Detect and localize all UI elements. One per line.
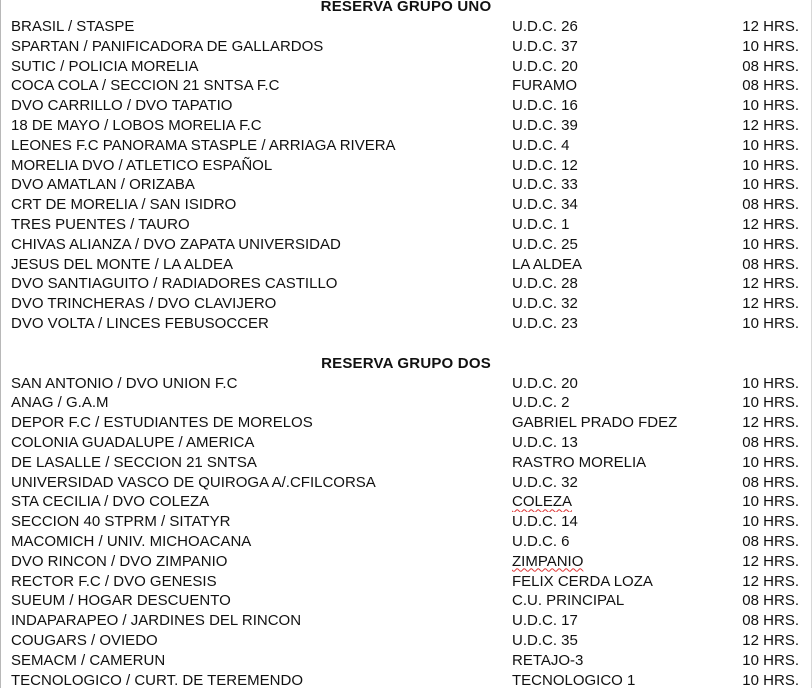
fixture-time: 10 HRS.	[712, 136, 801, 156]
fixture-time: 08 HRS.	[712, 195, 801, 215]
fixture-time: 12 HRS.	[712, 572, 801, 592]
fixture-venue: U.D.C. 39	[512, 117, 578, 134]
fixture-venue-cell	[512, 195, 712, 215]
fixture-match: UNIVERSIDAD VASCO DE QUIROGA A/.CFILCORSA	[11, 473, 512, 493]
fixture-venue: U.D.C. 17	[512, 612, 578, 629]
fixture-row	[11, 235, 801, 255]
fixture-match: STA CECILIA / DVO COLEZA	[11, 492, 512, 512]
fixture-match: DE LASALLE / SECCION 21 SNTSA	[11, 453, 512, 473]
fixture-venue: RETAJO-3	[512, 652, 583, 669]
fixture-time: 12 HRS.	[712, 552, 801, 572]
fixture-match: DVO TRINCHERAS / DVO CLAVIJERO	[11, 294, 512, 314]
fixture-venue-cell	[512, 57, 712, 77]
fixture-venue: U.D.C. 2	[512, 394, 570, 411]
fixture-row	[11, 255, 801, 275]
fixture-time: 10 HRS.	[712, 393, 801, 413]
fixture-time: 08 HRS.	[712, 611, 801, 631]
fixture-venue-cell	[512, 374, 712, 394]
fixture-time: 12 HRS.	[712, 294, 801, 314]
fixture-row	[11, 611, 801, 631]
fixture-match: ANAG / G.A.M	[11, 393, 512, 413]
fixture-venue-cell	[512, 274, 712, 294]
group-title: RESERVA GRUPO UNO	[11, 0, 801, 17]
fixture-venue: U.D.C. 6	[512, 533, 570, 550]
fixture-row	[11, 532, 801, 552]
fixture-row	[11, 512, 801, 532]
fixture-time: 10 HRS.	[712, 453, 801, 473]
fixture-venue-cell	[512, 116, 712, 136]
fixture-match: DVO CARRILLO / DVO TAPATIO	[11, 96, 512, 116]
fixture-row	[11, 17, 801, 37]
fixture-match: RECTOR F.C / DVO GENESIS	[11, 572, 512, 592]
fixture-row	[11, 552, 801, 572]
fixture-match: DVO AMATLAN / ORIZABA	[11, 175, 512, 195]
fixture-venue-cell	[512, 591, 712, 611]
fixture-venue: U.D.C. 14	[512, 513, 578, 530]
fixture-row	[11, 57, 801, 77]
fixture-row	[11, 215, 801, 235]
fixture-match: LEONES F.C PANORAMA STASPLE / ARRIAGA RIVERA	[11, 136, 512, 156]
fixture-sheet	[11, 0, 801, 690]
fixture-venue: COLEZA	[512, 493, 572, 510]
fixture-venue-cell	[512, 512, 712, 532]
fixture-row	[11, 651, 801, 671]
fixture-venue: U.D.C. 4	[512, 137, 570, 154]
fixture-time: 08 HRS.	[712, 76, 801, 96]
fixture-match: TRES PUENTES / TAURO	[11, 215, 512, 235]
fixture-venue-cell	[512, 433, 712, 453]
fixture-venue-cell	[512, 473, 712, 493]
fixture-match: MORELIA DVO / ATLETICO ESPAÑOL	[11, 156, 512, 176]
fixture-venue-cell	[512, 235, 712, 255]
fixture-match: CRT DE MORELIA / SAN ISIDRO	[11, 195, 512, 215]
fixture-time: 10 HRS.	[712, 156, 801, 176]
fixture-match: INDAPARAPEO / JARDINES DEL RINCON	[11, 611, 512, 631]
fixture-venue: U.D.C. 34	[512, 196, 578, 213]
fixture-venue: U.D.C. 32	[512, 474, 578, 491]
fixture-venue-cell	[512, 453, 712, 473]
fixture-venue: U.D.C. 37	[512, 38, 578, 55]
fixture-venue: FELIX CERDA LOZA	[512, 573, 653, 590]
fixture-venue: U.D.C. 35	[512, 632, 578, 649]
fixture-match: COUGARS / OVIEDO	[11, 631, 512, 651]
fixture-row	[11, 393, 801, 413]
fixture-match: TECNOLOGICO / CURT. DE TEREMENDO	[11, 671, 512, 690]
fixture-venue-cell	[512, 175, 712, 195]
fixture-row	[11, 453, 801, 473]
fixture-time: 10 HRS.	[712, 175, 801, 195]
fixture-match: JESUS DEL MONTE / LA ALDEA	[11, 255, 512, 275]
fixture-time: 12 HRS.	[712, 631, 801, 651]
fixture-venue-cell	[512, 156, 712, 176]
fixture-venue-cell	[512, 37, 712, 57]
fixture-match: DVO SANTIAGUITO / RADIADORES CASTILLO	[11, 274, 512, 294]
fixture-venue-cell	[512, 492, 712, 512]
fixture-venue-cell	[512, 96, 712, 116]
fixture-venue: U.D.C. 20	[512, 58, 578, 75]
fixture-time: 10 HRS.	[712, 96, 801, 116]
fixture-time: 10 HRS.	[712, 314, 801, 334]
fixture-time: 10 HRS.	[712, 651, 801, 671]
fixture-venue: RASTRO MORELIA	[512, 454, 646, 471]
fixture-venue-cell	[512, 552, 712, 572]
fixture-match: BRASIL / STASPE	[11, 17, 512, 37]
fixture-venue: U.D.C. 32	[512, 295, 578, 312]
fixture-venue-cell	[512, 671, 712, 690]
fixture-venue: ZIMPANIO	[512, 553, 583, 570]
fixture-venue: LA ALDEA	[512, 256, 582, 273]
fixture-venue-cell	[512, 572, 712, 592]
fixture-time: 08 HRS.	[712, 473, 801, 493]
fixture-match: COCA COLA / SECCION 21 SNTSA F.C	[11, 76, 512, 96]
fixture-venue: U.D.C. 12	[512, 157, 578, 174]
fixture-match: 18 DE MAYO / LOBOS MORELIA F.C	[11, 116, 512, 136]
fixture-time: 10 HRS.	[712, 512, 801, 532]
fixture-time: 08 HRS.	[712, 57, 801, 77]
fixture-venue-cell	[512, 255, 712, 275]
fixture-venue: U.D.C. 13	[512, 434, 578, 451]
fixture-row	[11, 433, 801, 453]
fixture-match: MACOMICH / UNIV. MICHOACANA	[11, 532, 512, 552]
fixture-row	[11, 572, 801, 592]
fixture-match: SECCION 40 STPRM / SITATYR	[11, 512, 512, 532]
fixture-row	[11, 37, 801, 57]
fixture-venue: TECNOLOGICO 1	[512, 672, 635, 689]
fixture-venue-cell	[512, 314, 712, 334]
fixture-venue: U.D.C. 25	[512, 236, 578, 253]
fixture-row	[11, 96, 801, 116]
fixture-match: DVO VOLTA / LINCES FEBUSOCCER	[11, 314, 512, 334]
fixture-row	[11, 136, 801, 156]
fixture-venue-cell	[512, 611, 712, 631]
fixture-venue-cell	[512, 631, 712, 651]
fixture-venue: U.D.C. 16	[512, 97, 578, 114]
fixture-match: COLONIA GUADALUPE / AMERICA	[11, 433, 512, 453]
fixture-venue: FURAMO	[512, 77, 577, 94]
fixture-venue: U.D.C. 1	[512, 216, 570, 233]
fixture-match: CHIVAS ALIANZA / DVO ZAPATA UNIVERSIDAD	[11, 235, 512, 255]
fixture-row	[11, 175, 801, 195]
fixture-venue: C.U. PRINCIPAL	[512, 592, 624, 609]
fixture-time: 08 HRS.	[712, 591, 801, 611]
fixture-venue-cell	[512, 17, 712, 37]
fixture-venue-cell	[512, 393, 712, 413]
fixture-time: 10 HRS.	[712, 671, 801, 690]
fixture-row	[11, 274, 801, 294]
fixture-venue: GABRIEL PRADO FDEZ	[512, 414, 677, 431]
fixture-row	[11, 314, 801, 334]
fixture-match: SAN ANTONIO / DVO UNION F.C	[11, 374, 512, 394]
fixture-venue: U.D.C. 23	[512, 315, 578, 332]
fixture-row	[11, 413, 801, 433]
fixture-row	[11, 631, 801, 651]
fixture-time: 10 HRS.	[712, 235, 801, 255]
fixture-time: 10 HRS.	[712, 492, 801, 512]
fixture-time: 08 HRS.	[712, 433, 801, 453]
fixture-venue: U.D.C. 20	[512, 375, 578, 392]
fixture-time: 08 HRS.	[712, 255, 801, 275]
fixture-time: 12 HRS.	[712, 274, 801, 294]
fixture-row	[11, 76, 801, 96]
fixture-match: DVO RINCON / DVO ZIMPANIO	[11, 552, 512, 572]
fixture-row	[11, 116, 801, 136]
fixture-row	[11, 195, 801, 215]
group-spacer	[11, 334, 801, 354]
fixture-time: 12 HRS.	[712, 17, 801, 37]
fixture-match: SEMACM / CAMERUN	[11, 651, 512, 671]
fixture-row	[11, 671, 801, 690]
fixture-venue-cell	[512, 413, 712, 433]
fixture-time: 10 HRS.	[712, 374, 801, 394]
fixture-venue-cell	[512, 294, 712, 314]
fixture-match: DEPOR F.C / ESTUDIANTES DE MORELOS	[11, 413, 512, 433]
fixture-match: SPARTAN / PANIFICADORA DE GALLARDOS	[11, 37, 512, 57]
group-title: RESERVA GRUPO DOS	[11, 354, 801, 374]
fixture-row	[11, 473, 801, 493]
page-left-border	[0, 0, 1, 688]
fixture-time: 12 HRS.	[712, 116, 801, 136]
fixture-row	[11, 591, 801, 611]
fixture-row	[11, 374, 801, 394]
fixture-venue-cell	[512, 215, 712, 235]
fixture-venue-cell	[512, 532, 712, 552]
fixture-venue-cell	[512, 651, 712, 671]
fixture-match: SUTIC / POLICIA MORELIA	[11, 57, 512, 77]
fixture-time: 10 HRS.	[712, 37, 801, 57]
fixture-row	[11, 156, 801, 176]
fixture-row	[11, 294, 801, 314]
fixture-time: 12 HRS.	[712, 215, 801, 235]
fixture-venue-cell	[512, 136, 712, 156]
fixture-time: 08 HRS.	[712, 532, 801, 552]
fixture-match: SUEUM / HOGAR DESCUENTO	[11, 591, 512, 611]
fixture-time: 12 HRS.	[712, 413, 801, 433]
fixture-venue: U.D.C. 26	[512, 18, 578, 35]
fixture-row	[11, 492, 801, 512]
fixture-venue: U.D.C. 28	[512, 275, 578, 292]
fixture-venue: U.D.C. 33	[512, 176, 578, 193]
fixture-venue-cell	[512, 76, 712, 96]
